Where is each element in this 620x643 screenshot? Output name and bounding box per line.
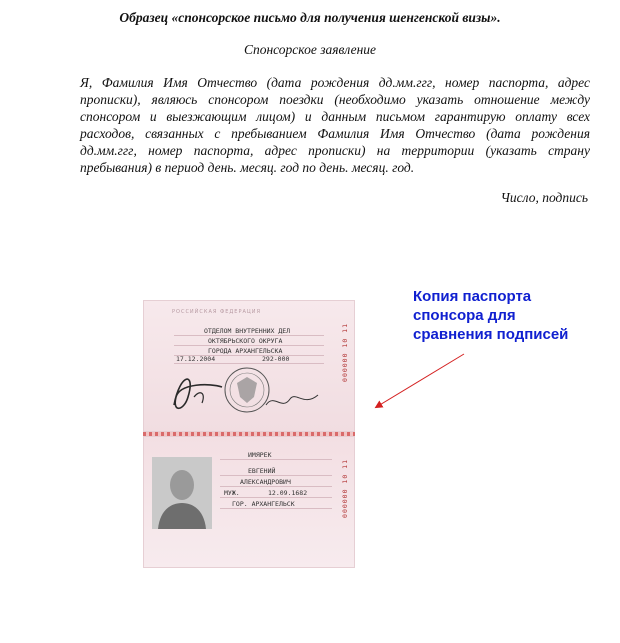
passport-photo [152, 457, 212, 529]
passport-callout: Копия паспорта спонсора для сравнения подписей [413, 288, 569, 343]
passport-division-code: 292-000 [262, 355, 290, 363]
passport-issuer-line2: ОКТЯБРЬСКОГО ОКРУГА [208, 337, 283, 345]
passport-serial-bottom: 000000 10 11 [341, 459, 349, 518]
passport-sex: МУЖ. [224, 489, 240, 497]
official-signature [262, 385, 322, 415]
passport-page-bottom [143, 436, 355, 568]
signature-scribble [166, 367, 226, 419]
passport-issuer-line3: ГОРОДА АРХАНГЕЛЬСКА [208, 347, 283, 355]
passport-issuer-line1: ОТДЕЛОМ ВНУТРЕННИХ ДЕЛ [204, 327, 291, 335]
passport-birth-place: ГОР. АРХАНГЕЛЬСК [232, 500, 295, 508]
passport-surname: ИМЯРЕК [248, 451, 272, 459]
signature-line: Число, подпись [500, 190, 588, 205]
passport-serial-top: 000000 10 11 [341, 323, 349, 382]
document-subtitle: Спонсорское заявление [243, 42, 377, 57]
passport-header: РОССИЙСКАЯ ФЕДЕРАЦИЯ [172, 309, 261, 315]
document-body: Я, Фамилия Имя Отчество (дата рождения дд.мм.ггг, номер паспорта, адрес прописки), являюсь спонсором поездки (необходимо указать отношение между спонсором и выезжающим лицом) и данным письмом гарантирую оплату всех расходов, связанных с пребыванием Фамилия Имя Отчество (дата рождения дд.мм.ггг, номер паспорта, адрес прописки) на территории (указать страну пребывания) в период день. месяц. год по день. месяц. год. [80, 75, 590, 175]
passport-image [143, 300, 355, 568]
document-title: Образец «спонсорское письмо для получения шенгенской визы». [119, 10, 501, 25]
passport-name: ЕВГЕНИЙ [248, 467, 276, 475]
passport-issue-date: 17.12.2004 [176, 355, 216, 363]
passport-patronymic: АЛЕКСАНДРОВИЧ [240, 478, 291, 486]
passport-page-top [143, 300, 355, 432]
passport-birth-date: 12.09.1682 [268, 489, 308, 497]
callout-arrow-icon [370, 350, 470, 410]
